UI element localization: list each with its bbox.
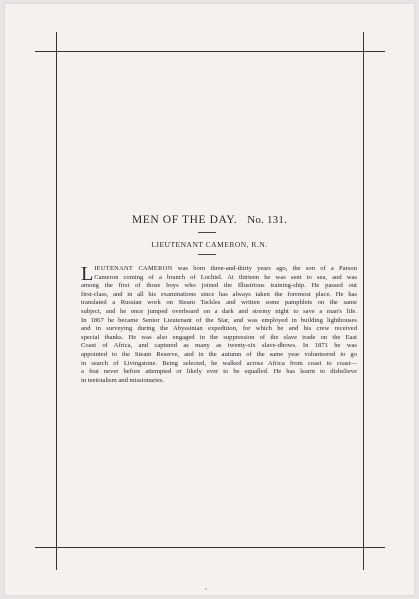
paper-speck — [205, 588, 207, 590]
issue-number: No. 131. — [247, 214, 288, 226]
article-line: among the first of those boys who joined the Illustrious training-ship. He passed out — [81, 282, 357, 290]
article-line: special thanks. He was also engaged in the suppression of the slave trade on the East — [81, 333, 357, 341]
subtitle-divider — [198, 254, 216, 255]
article-line: translated a Russian work on Steam Tackles and written some pamphlets on the same — [81, 299, 357, 307]
title-text: MEN OF THE DAY. — [131, 214, 238, 226]
article-line: appointed to the Steam Reserve, and in the autumn of the same year volunteered to go — [81, 350, 357, 358]
page-title — [5, 214, 414, 226]
frame-right-rule — [363, 32, 364, 570]
article-line: IEUTENANT CAMERON was born three-and-thirty years ago, the son of a Parson — [94, 265, 357, 272]
article-line: subject, and he once jumped overboard on a dark and stormy night to save a man's life. — [81, 307, 357, 315]
article-line: In 1867 he became Senior Lieutenant of the Star, and was employed in building lighthouses — [81, 316, 357, 324]
article-lines — [81, 265, 357, 385]
article-line: Cameron coming of a branch of Lochiel. At thirteen he was sent to sea, and was — [94, 273, 357, 281]
article-line: in teetotalism and missionaries. — [81, 376, 165, 384]
frame-bottom-rule — [35, 547, 385, 548]
subject-name: LIEUTENANT CAMERON, R.N. — [151, 240, 268, 249]
frame-left-rule — [56, 32, 57, 570]
article-line: Coast of Africa, and captured as many as twenty-six slave-dhows. In 1871 he was — [81, 342, 357, 350]
frame-top-rule — [35, 51, 385, 52]
title-divider — [198, 232, 216, 233]
article-line: a feat never before attempted or likely ever to be equalled. He has learnt to disbelieve — [81, 368, 357, 376]
article-body — [81, 265, 357, 385]
article-line: and in surveying during the Abyssinian expedition, for which he and his crew received — [81, 325, 357, 333]
drop-cap: L — [81, 263, 94, 285]
lead-word: IEUTENANT CAMERON — [94, 265, 173, 272]
article-line: first-class, and in all his examinations since has always taken the foremost place. He has — [81, 290, 357, 298]
page — [5, 4, 414, 595]
article-line: in search of Livingstone. Being selected, he walked across Africa from coast to coast— — [81, 359, 357, 367]
